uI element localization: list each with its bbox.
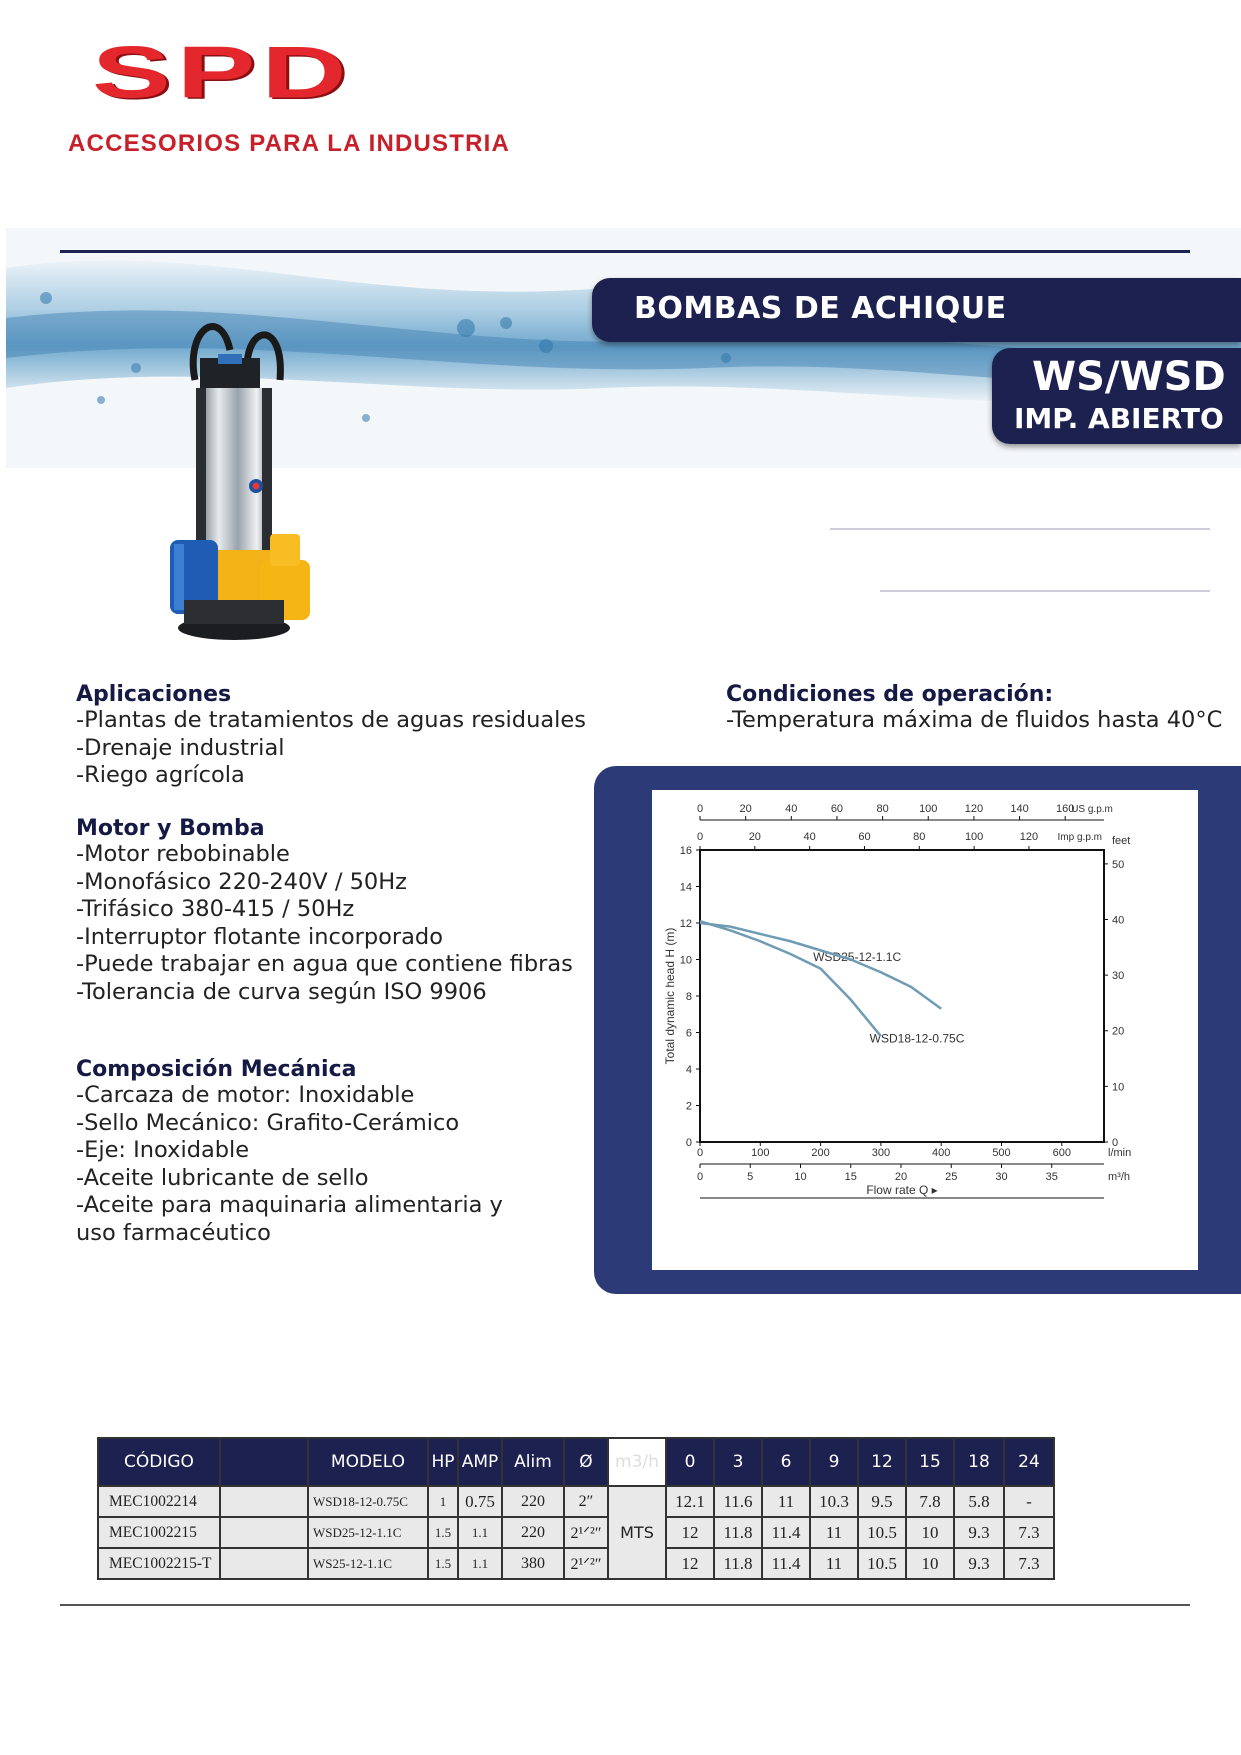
- x-lmin-tick-label: 500: [992, 1147, 1011, 1159]
- x-impgpm-tick-label: 100: [964, 831, 984, 843]
- cell-head: 12: [666, 1548, 714, 1579]
- x-m3h-tick-label: 30: [995, 1171, 1008, 1183]
- chart-panel: [652, 790, 1198, 1270]
- cell-head: 9.3: [954, 1548, 1004, 1579]
- composition-title: Composición Mecánica: [76, 1057, 357, 1082]
- cell-amp: 1.1: [458, 1548, 502, 1579]
- y-feet-tick-label: 0: [1112, 1137, 1119, 1149]
- cell-head: 10.5: [858, 1548, 906, 1579]
- y-feet-tick-label: 40: [1112, 914, 1125, 927]
- x-impgpm-tick-label: 0: [696, 831, 704, 843]
- x-lmin-tick-label: 300: [871, 1147, 891, 1159]
- cell-diameter: 2″: [564, 1486, 608, 1517]
- decor-line: [880, 590, 1210, 592]
- table-row: [98, 1486, 1054, 1517]
- plot-area: [700, 850, 1104, 1142]
- col-header-flow-unit: m3/h: [608, 1438, 666, 1486]
- cell-head: 10.3: [810, 1486, 858, 1517]
- logo-wordmark: SPD: [92, 31, 353, 114]
- cell-codigo: MEC1002215-T: [98, 1548, 220, 1579]
- x-lmin-tick-label: 400: [932, 1147, 951, 1159]
- composition-item: uso farmacéutico: [76, 1219, 271, 1246]
- x-usgpm-tick-label: 120: [964, 803, 984, 815]
- x-impgpm-tick-label: 120: [1019, 831, 1039, 843]
- cell-head: 11: [762, 1486, 810, 1517]
- cell-head: 5.8: [954, 1486, 1004, 1517]
- y-feet-tick-label: 30: [1112, 970, 1125, 983]
- table-header-row: [98, 1438, 1054, 1486]
- cell-alim: 220: [502, 1517, 564, 1548]
- col-header-diameter: Ø: [564, 1438, 608, 1486]
- cell-hp: 1: [428, 1486, 458, 1517]
- y-tick-label: 2: [685, 1100, 692, 1113]
- x-usgpm-tick-label: 100: [919, 803, 938, 815]
- x-lmin-tick-label: 600: [1052, 1147, 1071, 1159]
- cell-head: 11: [810, 1517, 858, 1548]
- motor-title: Motor y Bomba: [76, 816, 265, 841]
- motor-section: [76, 816, 573, 1006]
- motor-item: -Tolerancia de curva según ISO 9906: [76, 978, 487, 1005]
- cell-amp: 1.1: [458, 1517, 502, 1548]
- cell-head: 7.3: [1004, 1517, 1054, 1548]
- cell-modelo: WS25-12-1.1C: [308, 1548, 428, 1579]
- motor-item: -Interruptor flotante incorporado: [76, 923, 443, 950]
- x-usgpm-tick-label: 160: [1056, 803, 1075, 815]
- x-m3h-tick-label: 20: [894, 1171, 908, 1183]
- cell-alim: 380: [502, 1548, 564, 1579]
- motor-item: -Trifásico 380-415 / 50Hz: [76, 896, 355, 922]
- x-m3h-tick-label: 10: [794, 1171, 807, 1183]
- composition-item: -Aceite para maquinaria alimentaria y: [76, 1192, 503, 1218]
- col-header-flow-12: 12: [858, 1438, 906, 1486]
- col-header-blank: [220, 1438, 308, 1486]
- spec-table: [97, 1437, 1055, 1580]
- x-m3h-tick-label: 5: [747, 1171, 754, 1183]
- cell-head: 9.3: [954, 1517, 1004, 1548]
- motor-item: -Motor rebobinable: [76, 841, 290, 867]
- cell-head: 9.5: [858, 1486, 906, 1517]
- x-m3h-tick-label: 15: [844, 1171, 857, 1183]
- composition-item: -Carcaza de motor: Inoxidable: [76, 1082, 415, 1108]
- cell-modelo: WSD18-12-0.75C: [308, 1486, 428, 1517]
- y-feet-tick-label: 10: [1112, 1081, 1125, 1094]
- x-lmin-tick-label: 100: [751, 1147, 770, 1159]
- spd-logo: [62, 30, 622, 160]
- series-label: WSD18-12-0.75C: [869, 1031, 965, 1046]
- x-usgpm-tick-label: 20: [739, 803, 752, 815]
- col-header-alim: Alim: [502, 1438, 564, 1486]
- x-m3h-unit: m³/h: [1108, 1171, 1130, 1183]
- performance-chart: [652, 790, 1198, 1270]
- col-header-flow-6: 6: [762, 1438, 810, 1486]
- x-impgpm-tick-label: 80: [913, 831, 926, 843]
- bottom-divider: [60, 1604, 1190, 1606]
- col-header-flow-0: 0: [666, 1438, 714, 1486]
- x-lmin-tick-label: 200: [811, 1147, 830, 1159]
- pump-image: [160, 310, 330, 660]
- cell-head: 11: [810, 1548, 858, 1579]
- x-impgpm-unit: Imp g.p.m: [1057, 832, 1102, 843]
- conditions-item: -Temperatura máxima de fluidos hasta 40°C: [726, 707, 1223, 733]
- x-lmin-tick-label: 0: [696, 1147, 704, 1159]
- cell-modelo: WSD25-12-1.1C: [308, 1517, 428, 1548]
- x-usgpm-tick-label: 60: [830, 803, 844, 815]
- model-subtitle: IMP. ABIERTO: [1014, 402, 1224, 435]
- applications-title: Aplicaciones: [76, 682, 232, 707]
- cell-amp: 0.75: [458, 1486, 502, 1517]
- cell-head: 11.6: [714, 1486, 762, 1517]
- cell-head: 7.3: [1004, 1548, 1054, 1579]
- x-usgpm-tick-label: 140: [1010, 803, 1029, 815]
- cell-blank: [220, 1486, 308, 1517]
- x-impgpm-tick-label: 20: [748, 831, 761, 843]
- y-tick-label: 0: [685, 1137, 692, 1149]
- series-line: [700, 921, 881, 1036]
- conditions-title: Condiciones de operación:: [726, 682, 1054, 707]
- x-lmin-unit: l/min: [1108, 1147, 1132, 1159]
- cell-head: 10: [906, 1548, 954, 1579]
- cell-codigo: MEC1002215: [98, 1517, 220, 1548]
- x-usgpm-tick-label: 40: [785, 803, 798, 815]
- y-tick-label: 10: [679, 954, 692, 967]
- composition-section: [76, 1057, 503, 1247]
- y-feet-tick-label: 20: [1112, 1025, 1125, 1038]
- model-box: [992, 348, 1241, 444]
- x-usgpm-tick-label: 80: [876, 803, 889, 815]
- applications-item: -Drenaje industrial: [76, 734, 285, 761]
- cell-hp: 1.5: [428, 1517, 458, 1548]
- composition-item: -Sello Mecánico: Grafito-Cerámico: [76, 1109, 460, 1136]
- table-row: [98, 1548, 1054, 1579]
- composition-item: -Aceite lubricante de sello: [76, 1164, 369, 1191]
- col-header-hp: HP: [428, 1438, 458, 1486]
- composition-item: -Eje: Inoxidable: [76, 1137, 250, 1163]
- cell-blank: [220, 1517, 308, 1548]
- cell-head: 11.8: [714, 1517, 762, 1548]
- x-impgpm-tick-label: 60: [858, 831, 871, 843]
- cell-hp: 1.5: [428, 1548, 458, 1579]
- x-m3h-tick-label: 25: [945, 1171, 958, 1183]
- cell-unit-mts: MTS: [608, 1486, 666, 1579]
- cell-head: 10: [906, 1517, 954, 1548]
- cell-head: 12: [666, 1517, 714, 1548]
- y-tick-label: 14: [679, 881, 692, 894]
- cell-blank: [220, 1548, 308, 1579]
- y-tick-label: 12: [679, 918, 692, 930]
- x-axis-title: Flow rate Q ▸: [866, 1183, 938, 1197]
- y-axis-title: Total dynamic head H (m): [663, 927, 677, 1065]
- col-header-flow-15: 15: [906, 1438, 954, 1486]
- category-title-box: [592, 278, 1241, 342]
- model-name: WS/WSD: [1032, 354, 1226, 400]
- y-feet-unit: feet: [1112, 835, 1131, 847]
- x-m3h-tick-label: 35: [1045, 1171, 1058, 1183]
- cell-head: 12.1: [666, 1486, 714, 1517]
- cell-head: 11.4: [762, 1517, 810, 1548]
- x-usgpm-tick-label: 0: [696, 803, 704, 815]
- applications-item: -Riego agrícola: [76, 762, 245, 788]
- x-usgpm-unit: US g.p.m: [1071, 804, 1113, 815]
- cell-codigo: MEC1002214: [98, 1486, 220, 1517]
- y-tick-label: 4: [685, 1064, 692, 1076]
- col-header-flow-18: 18: [954, 1438, 1004, 1486]
- logo-tagline: ACCESORIOS PARA LA INDUSTRIA: [68, 130, 511, 157]
- col-header-flow-24: 24: [1004, 1438, 1054, 1486]
- decor-line: [830, 528, 1210, 530]
- x-impgpm-tick-label: 40: [803, 831, 816, 843]
- col-header-amp: AMP: [458, 1438, 502, 1486]
- cell-head: 7.8: [906, 1486, 954, 1517]
- cell-diameter: 2¹ᐟ²″: [564, 1517, 608, 1548]
- top-divider: [60, 250, 1190, 253]
- y-tick-label: 8: [685, 991, 692, 1003]
- col-header-modelo: MODELO: [308, 1438, 428, 1486]
- series-label: WSD25-12-1.1C: [813, 949, 902, 964]
- cell-diameter: 2¹ᐟ²″: [564, 1548, 608, 1579]
- series-line: [700, 923, 941, 1009]
- x-m3h-tick-label: 0: [696, 1171, 704, 1183]
- table-row: [98, 1517, 1054, 1548]
- motor-item: -Puede trabajar en agua que contiene fibras: [76, 951, 573, 977]
- conditions-section: [726, 682, 1222, 735]
- y-tick-label: 16: [679, 845, 692, 857]
- cell-alim: 220: [502, 1486, 564, 1517]
- category-title: BOMBAS DE ACHIQUE: [634, 291, 1007, 326]
- col-header-flow-9: 9: [810, 1438, 858, 1486]
- cell-head: 11.8: [714, 1548, 762, 1579]
- y-feet-tick-label: 50: [1112, 858, 1125, 871]
- cell-head: 10.5: [858, 1517, 906, 1548]
- cell-head: -: [1004, 1486, 1054, 1517]
- applications-item: -Plantas de tratamientos de aguas residuales: [76, 707, 586, 733]
- col-header-codigo: CÓDIGO: [98, 1438, 220, 1486]
- applications-section: [76, 682, 586, 790]
- col-header-flow-3: 3: [714, 1438, 762, 1486]
- y-tick-label: 6: [685, 1027, 692, 1040]
- motor-item: -Monofásico 220-240V / 50Hz: [76, 868, 407, 895]
- cell-head: 11.4: [762, 1548, 810, 1579]
